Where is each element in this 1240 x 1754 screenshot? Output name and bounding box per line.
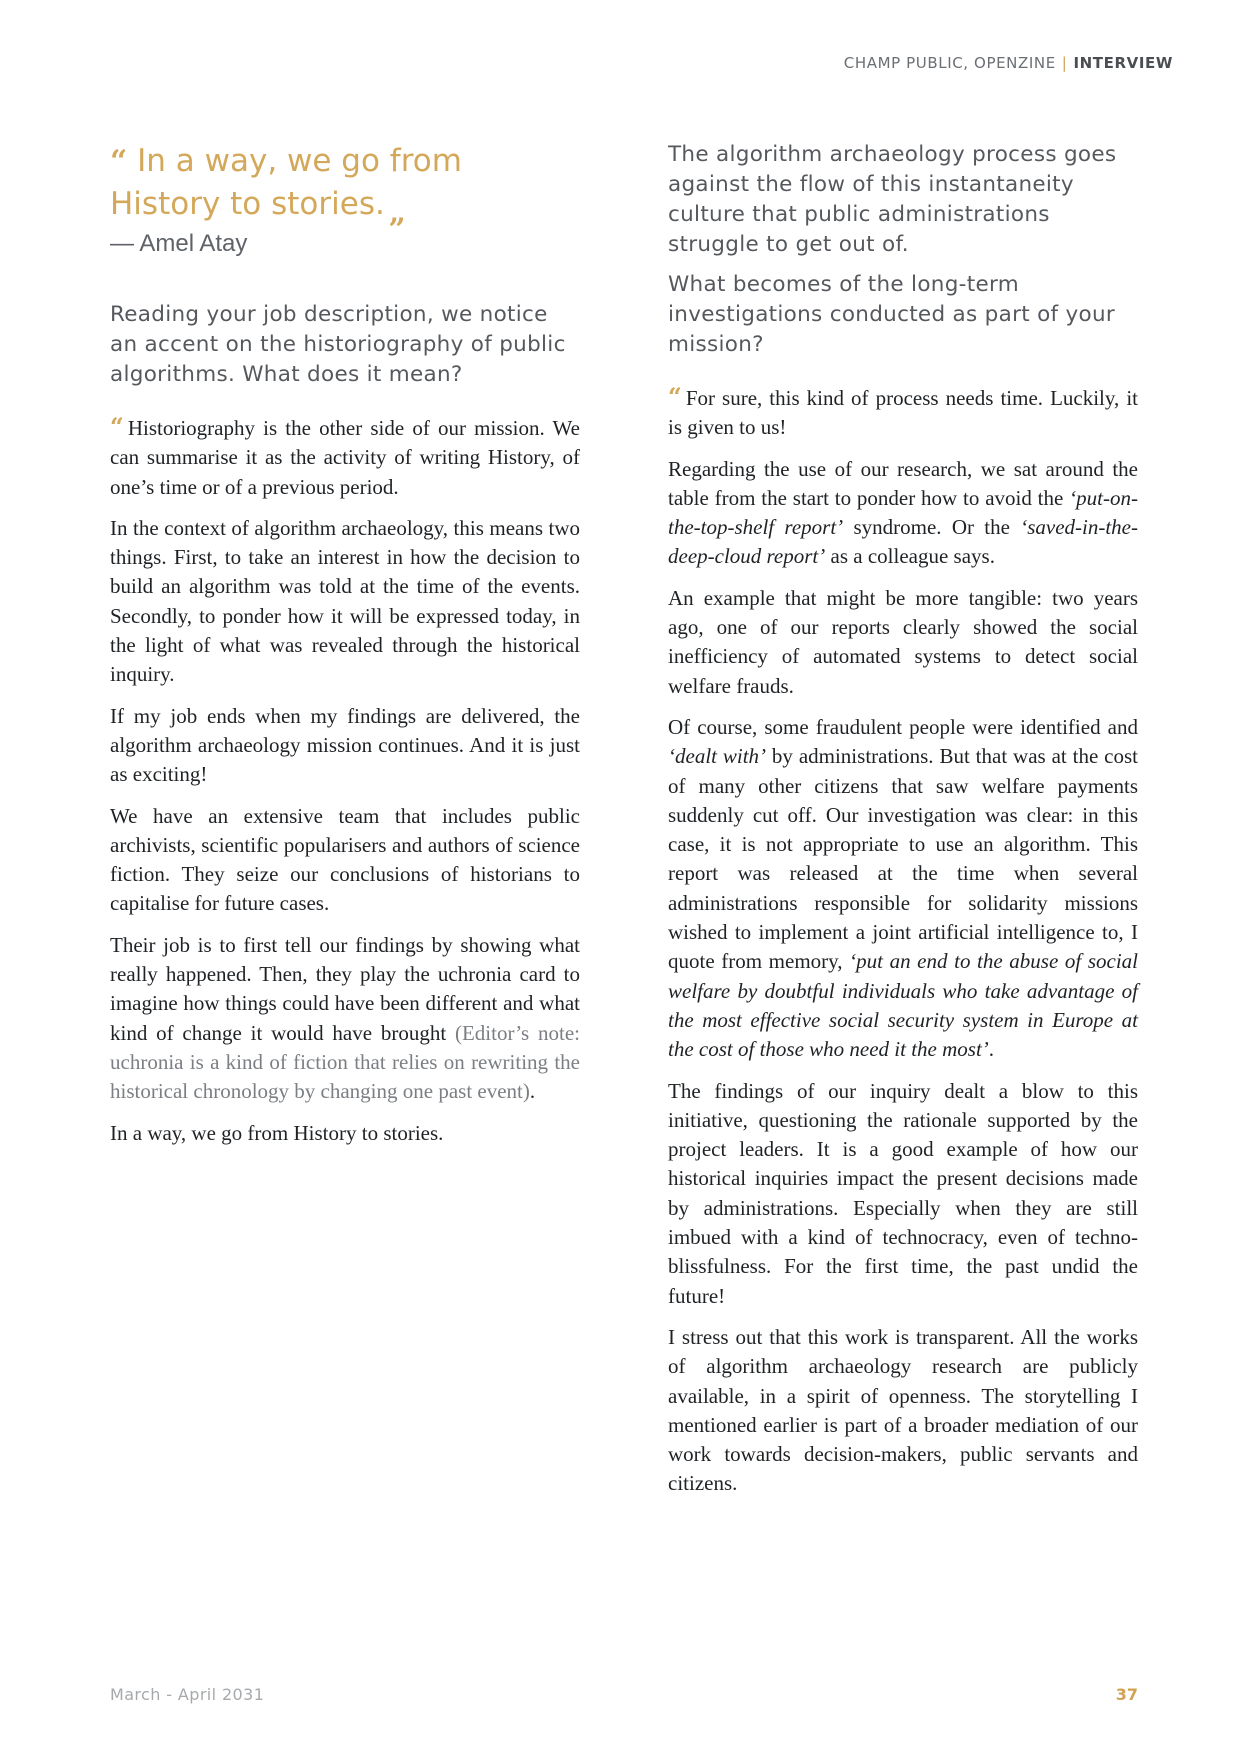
pull-quote-text: In a way, we go from History to stories. — [110, 143, 462, 222]
answer-paragraph: In the context of algorithm archaeology, this means two things. First, to take an interest in how the decision to build an algorithm was told at the time of the events. Secondly, to ponder how it will be expressed today, in the light of what was revealed through the historical inquiry. — [110, 515, 580, 687]
answer-paragraph — [110, 412, 580, 502]
interview-question: What becomes of the long-term investigations conducted as part of your mission? — [668, 272, 1116, 357]
close-quote-mark-icon: „ — [388, 195, 407, 230]
answer-text: Of course, some fraudulent people were identified and — [668, 714, 1138, 739]
answer-paragraph: In a way, we go from History to stories. — [110, 1120, 444, 1145]
pull-quote-attribution: — Amel Atay — [110, 230, 248, 257]
answer-text: Regarding the use of our research, we sat around the table from the start to ponder how to avoid the — [668, 456, 1138, 510]
italic-quote: ‘put an end to the abuse of social welfare by doubtful individuals who take advantage of the most effective social security system in Europe at the cost of those who need it the most’ — [668, 949, 1138, 1062]
answer-text: as a colleague says. — [825, 544, 995, 569]
answer-text: syndrome. Or the — [843, 515, 1021, 540]
answer-text: . — [988, 1037, 995, 1062]
answer-quote-mark-icon: “ — [110, 412, 124, 441]
answer-text: . — [529, 1079, 536, 1104]
answer-paragraph: We have an extensive team that includes public archivists, scientific popularisers and authors of science fiction. They seize our conclusions of historians to capitalise for future cases. — [110, 803, 580, 916]
answer-quote-mark-icon: “ — [668, 382, 682, 411]
answer-paragraph — [668, 713, 1138, 1065]
answer-paragraph: An example that might be more tangible: two years ago, one of our reports clearly showed the social inefficiency of automated systems to detect social welfare frauds. — [668, 585, 1138, 698]
answer-paragraph — [110, 931, 580, 1107]
answer-text: For sure, this kind of process needs time. Luckily, it is given to us! — [668, 386, 1138, 440]
answer-paragraph — [668, 382, 1138, 443]
answer-text: Their job is to first tell our findings by showing what really happened. Then, they play the uchronia card to imagine how things could have been different and what kind of change it would have brought — [110, 932, 580, 1045]
italic-quote: ‘dealt with’ — [668, 744, 767, 769]
answer-paragraph: If my job ends when my findings are delivered, the algorithm archaeology mission continues. And it is just as exciting! — [110, 703, 580, 787]
issue-date: March - April 2031 — [110, 1685, 265, 1704]
header-separator: | — [1061, 54, 1068, 72]
pull-quote — [110, 140, 580, 230]
answer-paragraph — [668, 455, 1138, 572]
italic-quote: ‘put-on-the-top-shelf report’ — [668, 485, 1138, 540]
interview-question: The algorithm archaeology process goes against the flow of this instantaneity culture that public administrations struggle to get out of. — [668, 142, 1117, 257]
editor-note: (Editor’s note: uchronia is a kind of fiction that relies on rewriting the historical chronology by changing one past event) — [110, 1020, 580, 1104]
interview-answer — [110, 412, 580, 1148]
page-number: 37 — [1115, 1685, 1138, 1704]
italic-quote: ‘saved-in-the-deep-cloud report’ — [668, 515, 1138, 569]
answer-text: Historiography is the other side of our mission. We can summarise it as the activity of writing History, of one’s time or of a previous period. — [110, 416, 580, 499]
interview-question: Reading your job description, we notice an accent on the historiography of public algorithms. What does it mean? — [110, 302, 566, 387]
answer-paragraph: The findings of our inquiry dealt a blow to this initiative, questioning the rationale supported by the project leaders. It is a good example of how our historical inquiries impact the present decisions made by administrations. Especially when they are still imbued with a kind of technocracy, even of techno-blissfulness. For the first time, the past undid the future! — [668, 1078, 1138, 1308]
answer-paragraph: I stress out that this work is transparent. All the works of algorithm archaeology research are publicly available, in a spirit of openness. The storytelling I mentioned earlier is part of a broader mediation of our work towards decision-makers, public servants and citizens. — [668, 1324, 1138, 1496]
answer-text: by administrations. But that was at the cost of many other citizens that saw welfare payments suddenly cut off. Our investigation was clear: in this case, it is not appropriate to use an algorithm. This report was released at the time when several administrations responsible for solidarity missions wished to implement a joint artificial intelligence to, I quote from memory, — [668, 744, 1138, 974]
left-column — [110, 140, 580, 1160]
publication-name: CHAMP PUBLIC, OPENZINE — [843, 54, 1056, 72]
right-column — [668, 140, 1138, 1511]
interview-answer — [668, 382, 1138, 1499]
section-name: INTERVIEW — [1073, 54, 1173, 72]
running-header — [844, 54, 1173, 72]
open-quote-mark-icon: “ — [110, 144, 128, 179]
